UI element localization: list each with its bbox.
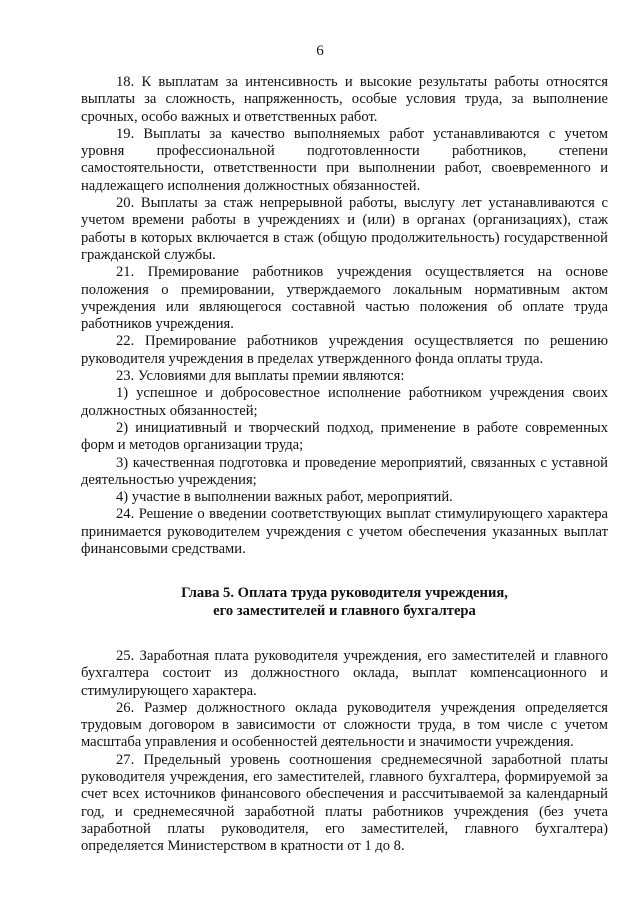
paragraph-26: 26. Размер должностного оклада руководителя учреждения определяется трудовым договором в зависимости от сложности труда, в том числе с учетом масштаба управления и особенностей деятельности и значимости учреждения.: [81, 699, 608, 751]
list-item-3: 3) качественная подготовка и проведение мероприятий, связанных с уставной деятельностью учреждения;: [81, 454, 608, 488]
document-body: [81, 74, 608, 855]
paragraph-22: 22. Премирование работников учреждения осуществляется по решению руководителя учреждения в пределах утвержденного фонда оплаты труда.: [81, 333, 608, 367]
paragraph-20: 20. Выплаты за стаж непрерывной работы, выслугу лет устанавливаются с учетом времени работы в учреждениях и (или) в органах (организациях), стаж работы в которых включается в стаж (общую продолжительность) государственной гражданской службы.: [81, 195, 608, 263]
list-item-2: 2) инициативный и творческий подход, применение в работе современных форм и методов организации труда;: [81, 419, 608, 454]
paragraph-25: 25. Заработная плата руководителя учреждения, его заместителей и главного бухгалтера состоит из должностного оклада, выплат компенсационного и стимулирующего характера.: [81, 647, 608, 699]
paragraph-19: 19. Выплаты за качество выполняемых работ устанавливаются с учетом уровня профессиональной подготовленности работников, степени самостоятельности, ответственности при выполнении работ, своевременного и надлежащего исполнения должностных обязанностей.: [81, 125, 608, 194]
paragraph-21: 21. Премирование работников учреждения осуществляется на основе положения о премировании, утверждаемого локальным нормативным актом учреждения или являющегося составной частью положения об оплате труда работников учреждения.: [81, 264, 608, 333]
paragraph-27: 27. Предельный уровень соотношения среднемесячной заработной платы руководителя учреждения, его заместителей, главного бухгалтера, формируемой за счет всех источников финансового обеспечения и рассчитываемой за календарный год, и среднемесячной заработной платы работников учреждения (без учета заработной платы руководителя, его заместителей, главного бухгалтера) определяется Министерством в кратности от 1 до 8.: [81, 751, 608, 855]
chapter-heading-line-2: его заместителей и главного бухгалтера: [213, 602, 476, 619]
paragraph-24: 24. Решение о введении соответствующих выплат стимулирующего характера принимается руководителем учреждения с учетом обеспечения указанных выплат финансовыми средствами.: [81, 506, 608, 558]
chapter-heading-line-1: Глава 5. Оплата труда руководителя учреждения,: [181, 585, 508, 602]
list-item-4: 4) участие в выполнении важных работ, мероприятий.: [116, 489, 453, 506]
paragraph-18: 18. К выплатам за интенсивность и высокие результаты работы относятся выплаты за сложность, напряженность, особые условия труда, за выполнение срочных, особо важных и ответственных работ.: [81, 74, 608, 125]
paragraph-23: 23. Условиями для выплаты премии являются:: [116, 368, 405, 385]
list-item-1: 1) успешное и добросовестное исполнение работником учреждения своих должностных обязанностей;: [81, 385, 608, 419]
chapter-heading: [81, 585, 608, 620]
page-number: 6: [316, 43, 324, 59]
